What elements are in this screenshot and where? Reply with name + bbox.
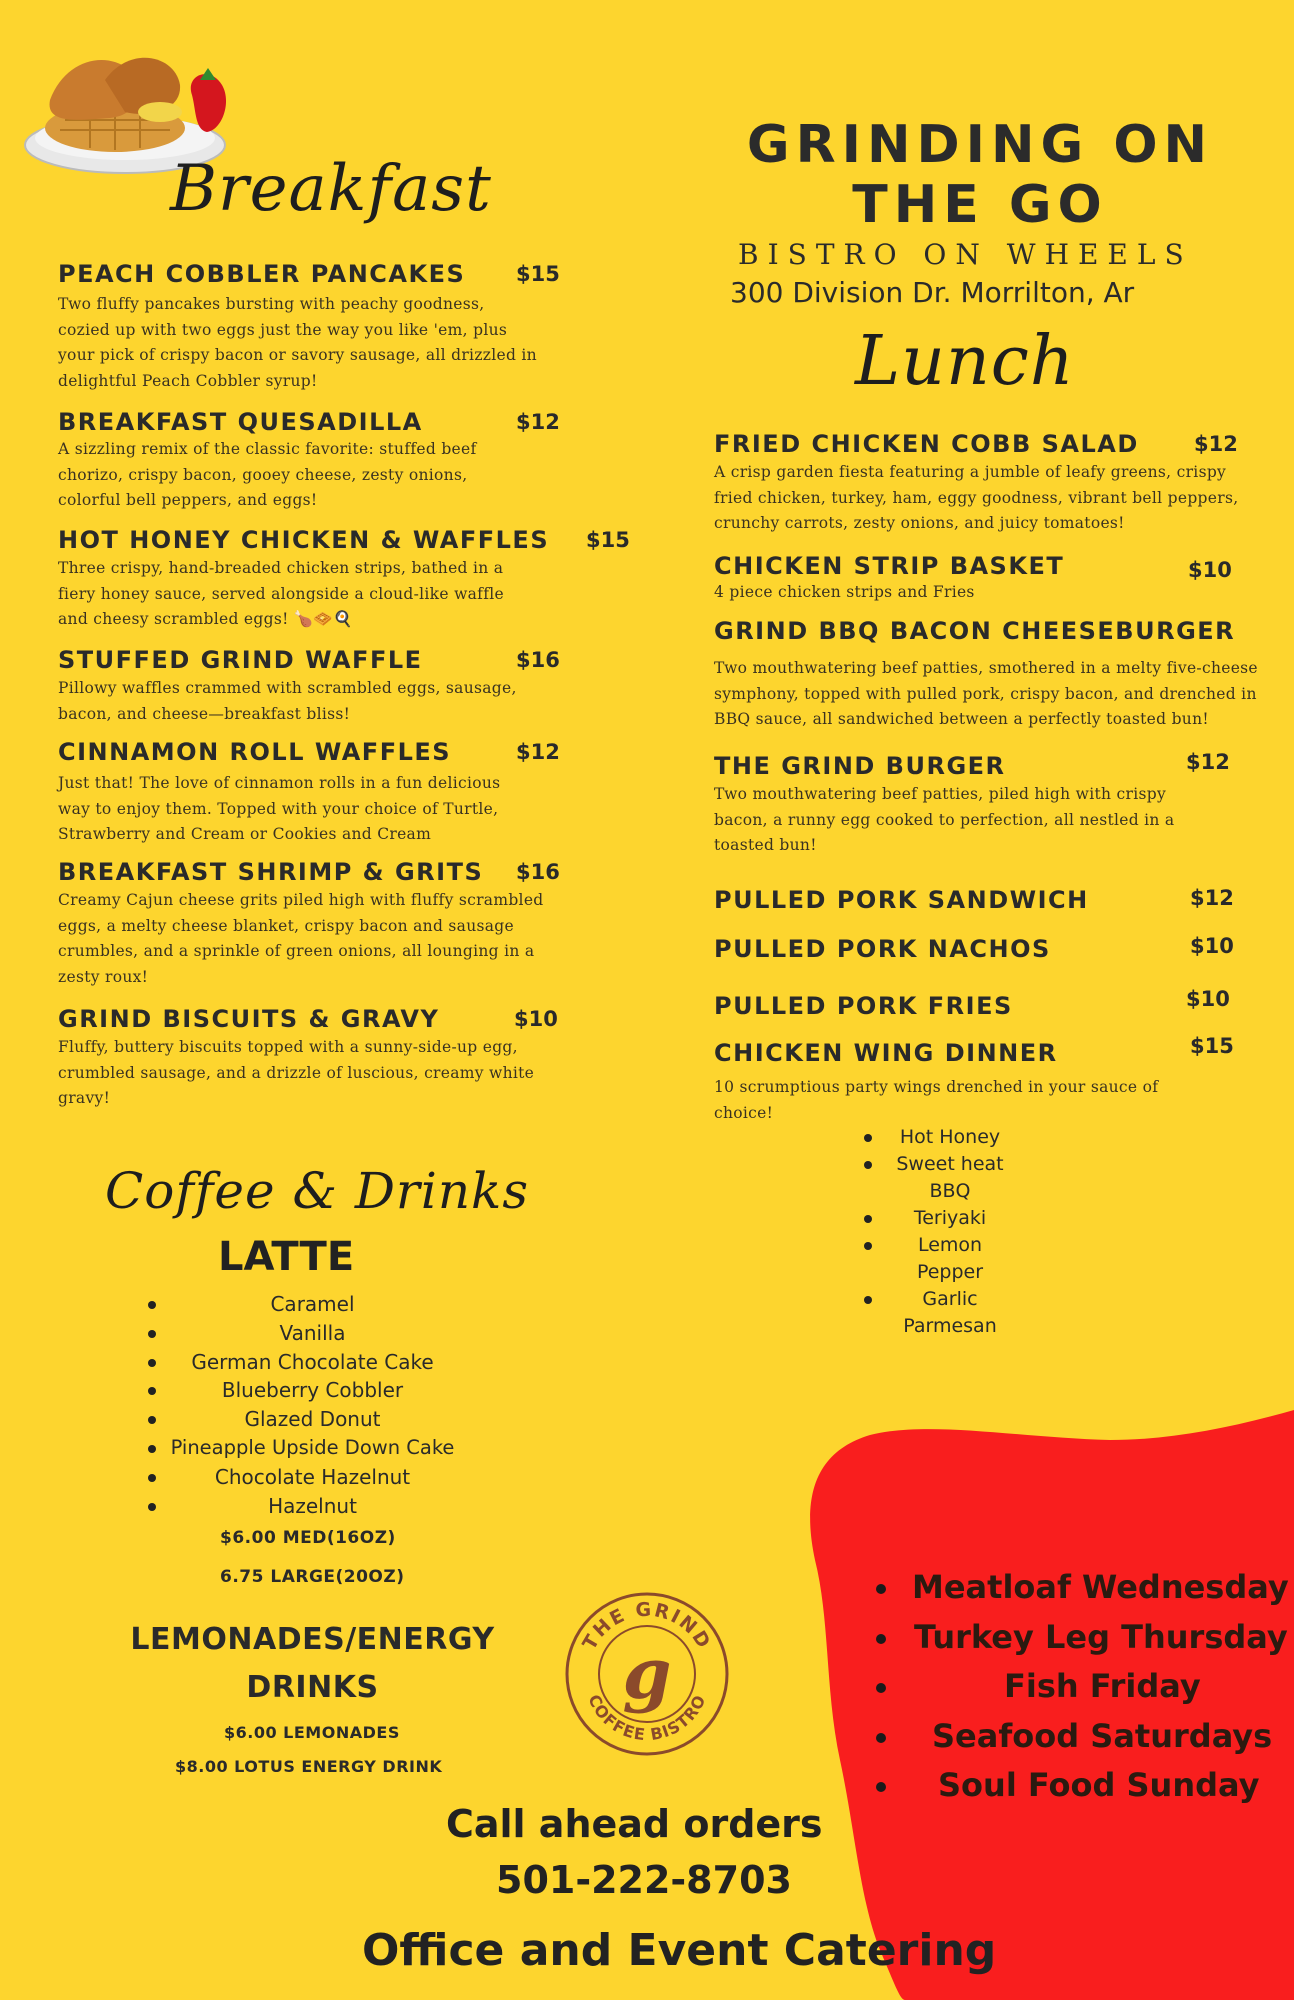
menu-item-name: CHICKEN WING DINNER (714, 1039, 1058, 1067)
latte-flavor: Blueberry Cobbler (221, 1378, 404, 1403)
call-ahead-text: Call ahead orders (446, 1802, 823, 1846)
logo-bottom-text: COFFEE BISTRO (584, 1691, 710, 1745)
list-item (860, 1151, 1040, 1205)
catering-text: Office and Event Catering (362, 1925, 997, 1976)
coffee-drinks-heading: Coffee & Drinks (105, 1162, 529, 1220)
latte-flavor: Vanilla (279, 1320, 346, 1345)
list-item (140, 1290, 485, 1319)
menu-item-name: STUFFED GRIND WAFFLE (58, 646, 423, 674)
menu-item-price: $12 (516, 740, 560, 764)
menu-item-name: PEACH COBBLER PANCAKES (58, 260, 466, 288)
menu-item-description: A crisp garden fiesta featuring a jumble of leafy greens, crispy fried chicken, turkey, ham, eggy goodness, vibrant bell peppers, crunchy carrots, zesty onions, and juicy tomatoes! (714, 463, 1239, 532)
latte-price-large: 6.75 LARGE(20OZ) (220, 1567, 405, 1587)
menu-item-description: Just that! The love of cinnamon rolls in a fun delicious way to enjoy them. Topped with your choice of Turtle, Strawberry and Cream or Cookies and Cream (58, 774, 501, 843)
special-item: Seafood Saturdays (932, 1716, 1273, 1755)
latte-price-medium: $6.00 MED(16OZ) (220, 1528, 396, 1548)
wing-sauce: Lemon Pepper (916, 1234, 984, 1283)
menu-item-name: HOT HONEY CHICKEN & WAFFLES (58, 526, 550, 554)
special-item: Meatloaf Wednesday (912, 1568, 1289, 1606)
menu-item-description: 10 scrumptious party wings drenched in your sauce of choice! (714, 1078, 1159, 1122)
menu-item-price: $12 (1186, 750, 1230, 774)
bistro-subtitle: BISTRO ON WHEELS (738, 238, 1193, 271)
menu-item-description: Pillowy waffles crammed with scrambled eggs, sausage, bacon, and cheese—breakfast bliss! (58, 679, 517, 723)
list-item (868, 1761, 1288, 1811)
wing-sauce-list (860, 1124, 1040, 1340)
menu-item-name: PULLED PORK SANDWICH (714, 886, 1089, 914)
menu-item-description: Two mouthwatering beef patties, smothered in a melty five-cheese symphony, topped with pulled pork, crispy bacon, and drenched in BBQ sauce, all sandwiched between a perfectly toasted bun! (714, 659, 1258, 728)
breakfast-heading: Breakfast (170, 152, 492, 226)
list-item (868, 1712, 1288, 1762)
menu-item-name: BREAKFAST SHRIMP & GRITS (58, 858, 484, 886)
menu-item-price: $12 (1190, 886, 1234, 910)
list-item (868, 1613, 1288, 1663)
wing-sauce: Garlic Parmesan (903, 1288, 997, 1337)
latte-flavor: German Chocolate Cake (191, 1349, 434, 1374)
latte-flavor: Chocolate Hazelnut (214, 1464, 411, 1489)
list-item (140, 1492, 485, 1521)
list-item (860, 1124, 1040, 1151)
latte-flavor: Glazed Donut (244, 1407, 381, 1432)
menu-item-name: THE GRIND BURGER (714, 752, 1006, 780)
menu-item-name: PULLED PORK NACHOS (714, 935, 1051, 963)
menu-item-price: $12 (516, 410, 560, 434)
menu-item-name: CHICKEN STRIP BASKET (714, 552, 1065, 580)
wing-sauce: Hot Honey (899, 1126, 1001, 1148)
special-item: Fish Friday (1004, 1667, 1201, 1705)
menu-item-name: GRIND BBQ BACON CHEESEBURGER (714, 617, 1236, 645)
lunch-heading: Lunch (855, 322, 1075, 401)
menu-item-description: Three crispy, hand-breaded chicken strips, bathed in a fiery honey sauce, served alongside a cloud-like waffle and cheesy scrambled eggs! 🍗🧇🍳 (58, 559, 504, 628)
latte-flavor: Caramel (270, 1292, 355, 1316)
menu-item-name: CINNAMON ROLL WAFFLES (58, 738, 452, 766)
lemonade-price: $6.00 LEMONADES (224, 1723, 400, 1742)
menu-item-price: $16 (516, 648, 560, 672)
list-item (140, 1434, 485, 1463)
the-grind-logo (563, 1590, 731, 1758)
menu-item-price: $10 (514, 1007, 558, 1031)
list-item (140, 1319, 485, 1348)
menu-item-description: Two fluffy pancakes bursting with peachy goodness, cozied up with two eggs just the way you like 'em, plus your pick of crispy bacon or savory sausage, all drizzled in delightful Peach Cobbler syrup! (58, 295, 537, 390)
latte-title: LATTE (218, 1234, 355, 1280)
energy-drink-price: $8.00 LOTUS ENERGY DRINK (175, 1757, 443, 1776)
list-item (140, 1376, 485, 1405)
special-item: Turkey Leg Thursday (914, 1617, 1288, 1656)
bistro-address: 300 Division Dr. Morrilton, Ar (730, 276, 1135, 309)
menu-item-name: FRIED CHICKEN COBB SALAD (714, 430, 1139, 458)
bistro-title: GRINDING ON THE GO (746, 115, 1214, 235)
phone-number[interactable]: 501-222-8703 (496, 1858, 792, 1902)
menu-item-price: $16 (516, 860, 560, 884)
special-item: Soul Food Sunday (938, 1766, 1260, 1804)
list-item (140, 1405, 485, 1434)
menu-item-name: GRIND BISCUITS & GRAVY (58, 1005, 440, 1033)
menu-item-price: $10 (1190, 934, 1234, 958)
latte-flavor-list (140, 1290, 485, 1520)
menu-item-description: 4 piece chicken strips and Fries (714, 583, 975, 601)
menu-item-price: $10 (1186, 987, 1230, 1011)
list-item (140, 1348, 485, 1377)
menu-item-description: Two mouthwatering beef patties, piled high with crispy bacon, a runny egg cooked to perfection, all nestled in a toasted bun! (714, 785, 1175, 854)
wing-sauce: Teriyaki (913, 1207, 987, 1229)
menu-item-description: Fluffy, buttery biscuits topped with a sunny-side-up egg, crumbled sausage, and a drizzle of luscious, creamy white gravy! (58, 1038, 535, 1107)
logo-top-text: THE GRIND (578, 1598, 716, 1654)
menu-item-price: $12 (1194, 432, 1238, 456)
latte-flavor: Pineapple Upside Down Cake (170, 1435, 455, 1459)
menu-item-price: $15 (586, 528, 630, 552)
lemonade-energy-title: LEMONADES/ENERGY DRINKS (130, 1622, 495, 1705)
wing-sauce: Sweet heat BBQ (896, 1153, 1004, 1202)
list-item (868, 1662, 1288, 1712)
menu-item-price: $15 (1190, 1034, 1234, 1058)
list-item (868, 1563, 1288, 1613)
menu-item-name: BREAKFAST QUESADILLA (58, 408, 423, 436)
list-item (860, 1232, 1040, 1286)
menu-item-price: $10 (1188, 558, 1232, 582)
menu-item-name: PULLED PORK FRIES (714, 992, 1013, 1020)
logo-letter: g (622, 1632, 672, 1715)
list-item (860, 1205, 1040, 1232)
menu-item-description: A sizzling remix of the classic favorite: stuffed beef chorizo, crispy bacon, gooey cheese, zesty onions, colorful bell peppers, and eggs! (58, 440, 477, 509)
menu-item-price: $15 (516, 262, 560, 286)
menu-item-description: Creamy Cajun cheese grits piled high with fluffy scrambled eggs, a melty cheese blanket, crispy bacon and sausage crumbles, and a sprinkle of green onions, all lounging in a zesty roux! (58, 891, 544, 986)
latte-flavor: Hazelnut (268, 1493, 357, 1518)
weekly-specials-list (868, 1563, 1288, 1811)
list-item (140, 1463, 485, 1492)
list-item (860, 1286, 1040, 1340)
